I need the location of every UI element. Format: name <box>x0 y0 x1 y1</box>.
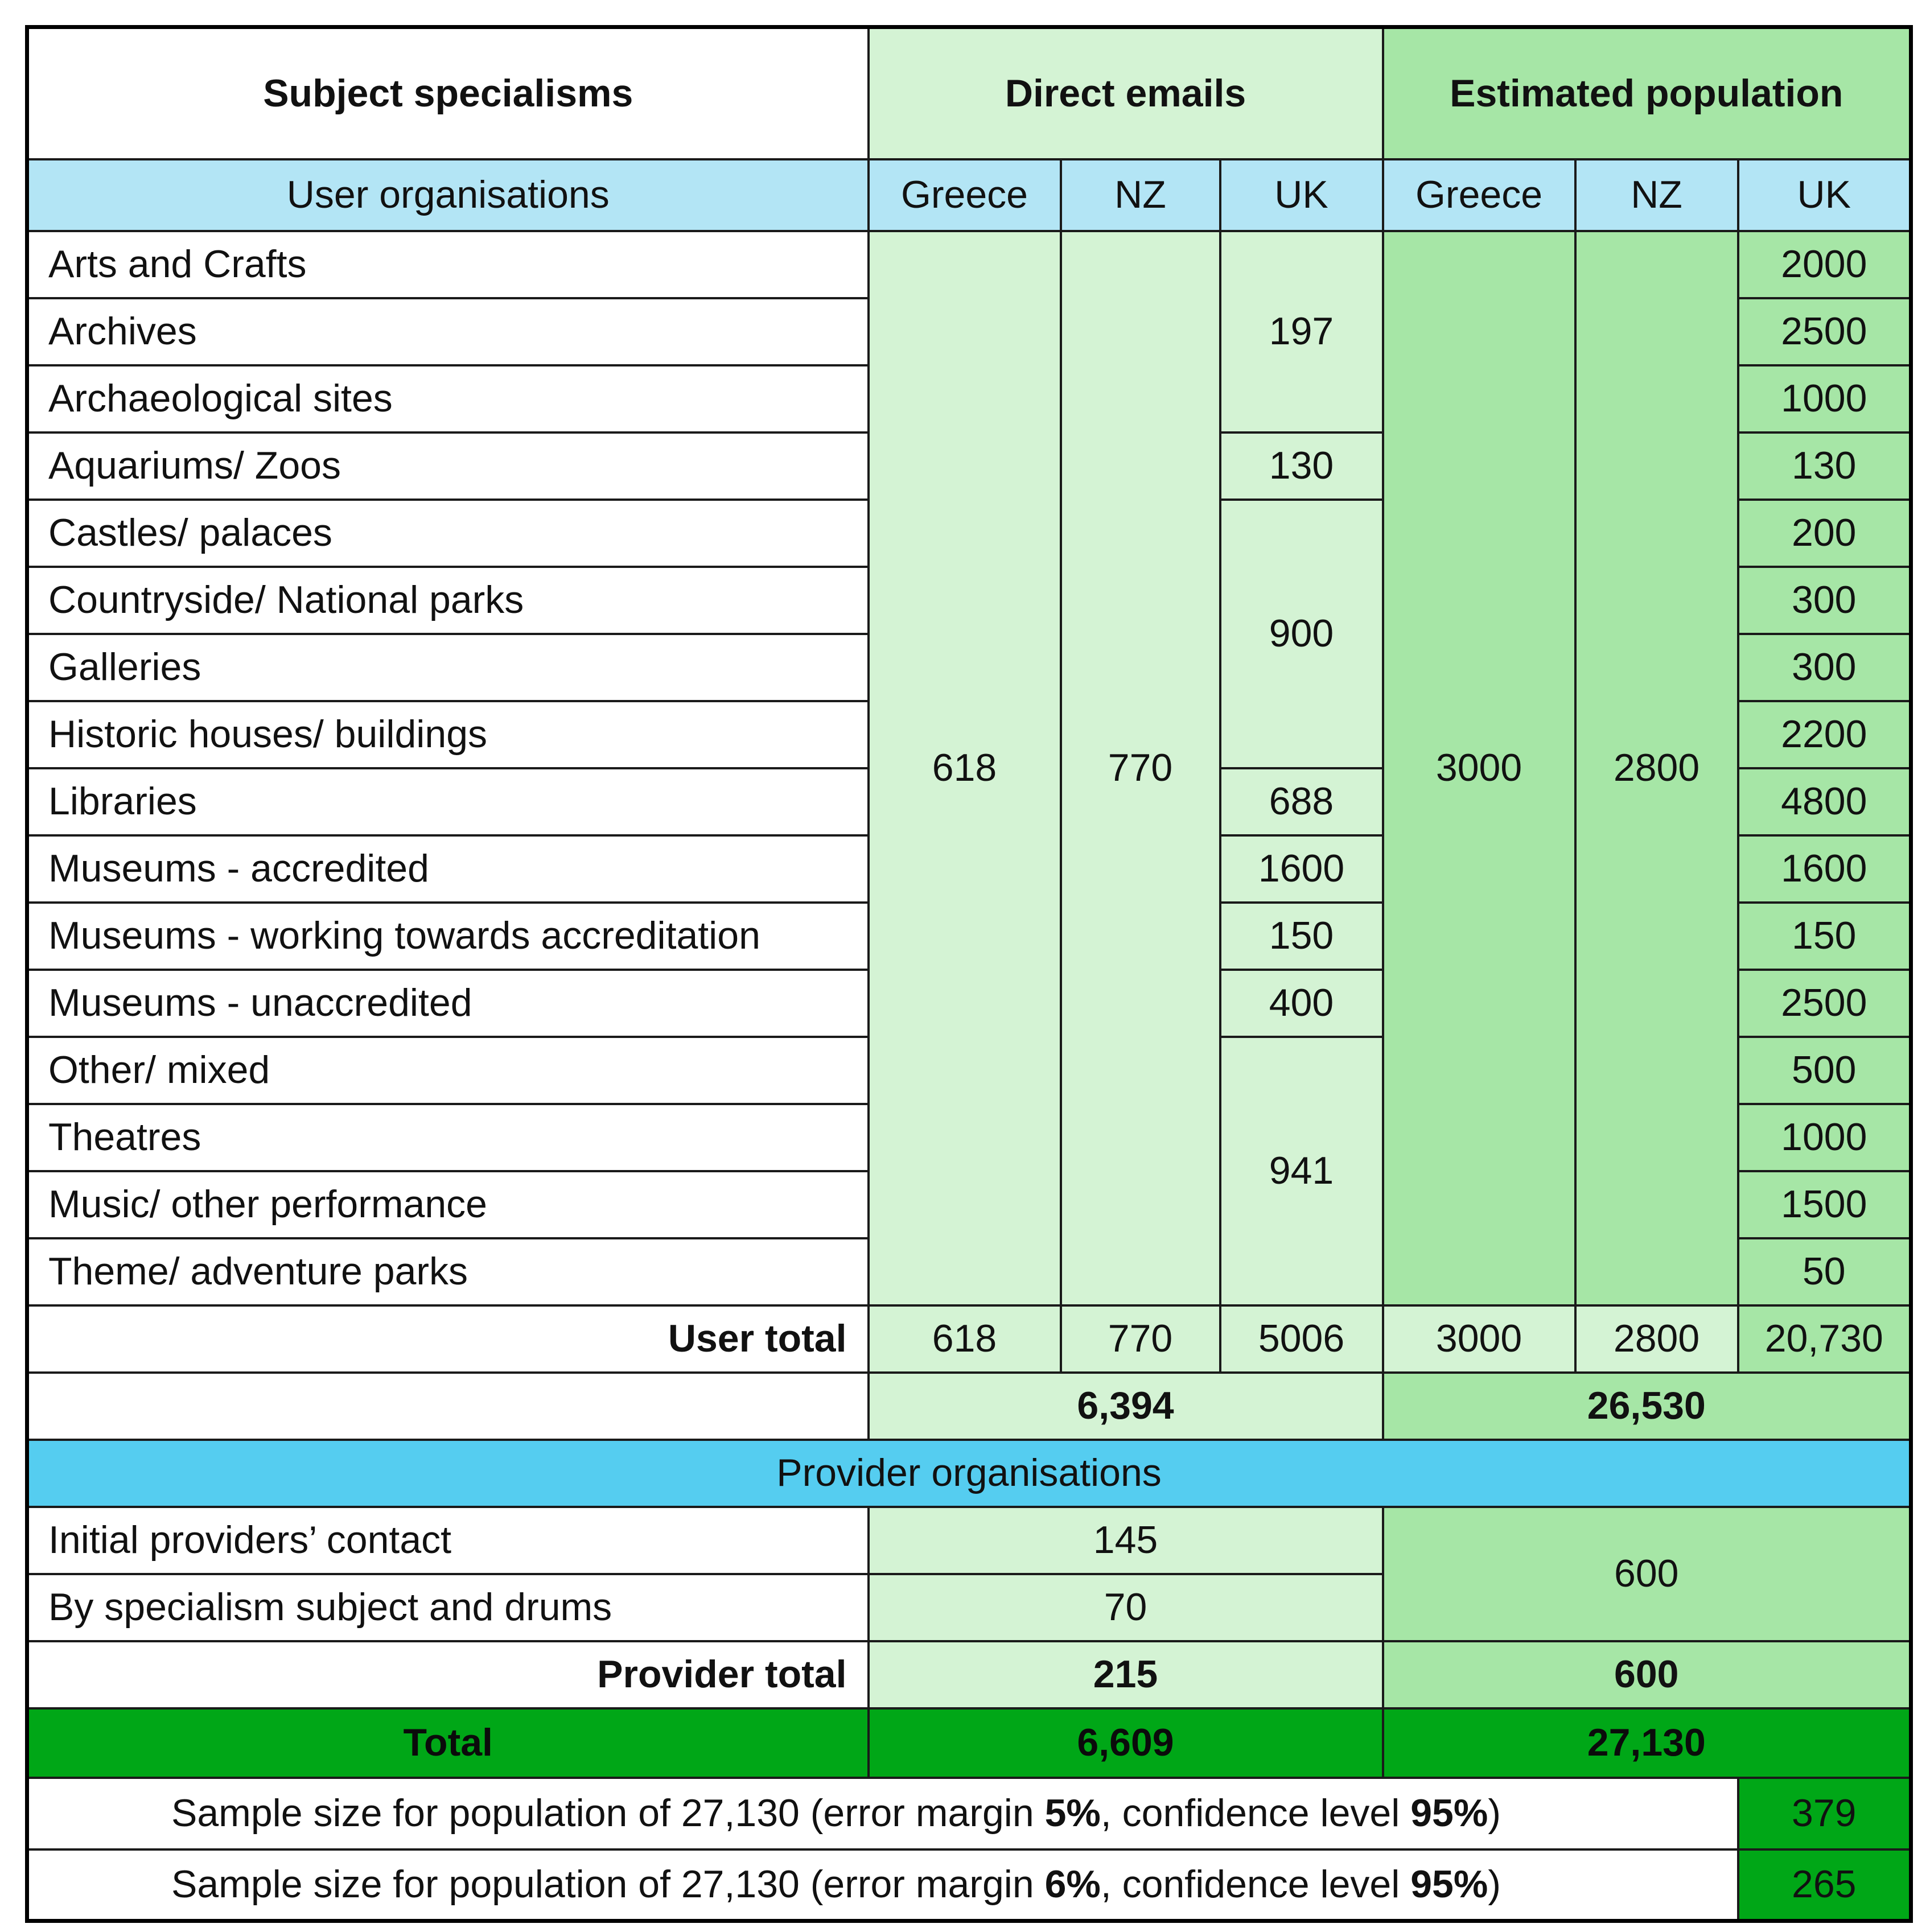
sample-size-text: Sample size for population of 27,130 (error margin <box>171 1863 1045 1906</box>
user-total-nz-direct: 770 <box>1061 1305 1220 1373</box>
provider-total-pop: 600 <box>1383 1641 1911 1708</box>
sample-size-text: ) <box>1488 1791 1501 1835</box>
uk-pop-cell: 1000 <box>1738 365 1911 432</box>
row-label: Galleries <box>27 634 869 701</box>
uk-pop-cell: 2500 <box>1738 970 1911 1037</box>
uk-direct-group: 900 <box>1220 500 1383 768</box>
user-sum-direct: 6,394 <box>869 1373 1383 1440</box>
row-label: Libraries <box>27 768 869 835</box>
grand-total-label: Total <box>27 1708 869 1778</box>
sample-size-text: ) <box>1488 1863 1501 1906</box>
subheader-greece-pop: Greece <box>1383 159 1575 231</box>
nz-direct-merged: 770 <box>1061 231 1220 1305</box>
uk-pop-cell: 1600 <box>1738 835 1911 903</box>
subheader-row <box>27 159 1911 231</box>
provider-row-direct: 70 <box>869 1574 1383 1641</box>
provider-pop-merged: 600 <box>1383 1507 1911 1641</box>
uk-pop-cell: 200 <box>1738 500 1911 567</box>
uk-direct-group: 1600 <box>1220 835 1383 903</box>
sample-size-note <box>27 1778 1738 1849</box>
header-estimated-population: Estimated population <box>1383 27 1911 159</box>
uk-direct-group: 688 <box>1220 768 1383 835</box>
row-label: Arts and Crafts <box>27 231 869 298</box>
row-label: Historic houses/ buildings <box>27 701 869 768</box>
uk-pop-cell: 2000 <box>1738 231 1911 298</box>
uk-pop-cell: 1500 <box>1738 1171 1911 1238</box>
row-label: Countryside/ National parks <box>27 567 869 634</box>
greece-direct-merged: 618 <box>869 231 1061 1305</box>
sample-size-text: Sample size for population of 27,130 (error margin <box>171 1791 1045 1835</box>
provider-row-label: By specialism subject and drums <box>27 1574 869 1641</box>
sample-size-value: 379 <box>1738 1778 1911 1849</box>
row-label: Castles/ palaces <box>27 500 869 567</box>
row-label: Theatres <box>27 1104 869 1171</box>
uk-direct-group: 197 <box>1220 231 1383 432</box>
uk-direct-group: 130 <box>1220 432 1383 500</box>
uk-direct-group: 941 <box>1220 1037 1383 1305</box>
grand-total-pop: 27,130 <box>1383 1708 1911 1778</box>
uk-pop-cell: 2500 <box>1738 298 1911 365</box>
sample-size-text: , confidence level <box>1100 1863 1411 1906</box>
user-total-row <box>27 1305 1911 1373</box>
row-label: Museums - unaccredited <box>27 970 869 1037</box>
user-sum-row <box>27 1373 1911 1440</box>
row-label: Archives <box>27 298 869 365</box>
uk-direct-group: 150 <box>1220 903 1383 970</box>
subheader-uk-pop: UK <box>1738 159 1911 231</box>
provider-section-row <box>27 1440 1911 1507</box>
table-row <box>27 231 1911 298</box>
sample-size-note <box>27 1849 1738 1921</box>
header-direct-emails: Direct emails <box>869 27 1383 159</box>
row-label: Other/ mixed <box>27 1037 869 1104</box>
row-label: Museums - working towards accreditation <box>27 903 869 970</box>
user-total-greece-direct: 618 <box>869 1305 1061 1373</box>
user-sum-pop: 26,530 <box>1383 1373 1911 1440</box>
subheader-nz-direct: NZ <box>1061 159 1220 231</box>
uk-pop-cell: 300 <box>1738 634 1911 701</box>
uk-pop-cell: 4800 <box>1738 768 1911 835</box>
header-row <box>27 27 1911 159</box>
user-sum-blank <box>27 1373 869 1440</box>
row-label: Aquariums/ Zoos <box>27 432 869 500</box>
user-total-greece-pop: 3000 <box>1383 1305 1575 1373</box>
uk-pop-cell: 1000 <box>1738 1104 1911 1171</box>
survey-population-table <box>25 25 1913 1923</box>
sample-size-row <box>27 1778 1911 1849</box>
provider-total-label: Provider total <box>27 1641 869 1708</box>
sample-size-text: , confidence level <box>1100 1791 1411 1835</box>
table-container <box>25 25 1913 1923</box>
subheader-nz-pop: NZ <box>1575 159 1738 231</box>
grand-total-row <box>27 1708 1911 1778</box>
uk-pop-cell: 50 <box>1738 1238 1911 1305</box>
greece-pop-merged: 3000 <box>1383 231 1575 1305</box>
subheader-greece-direct: Greece <box>869 159 1061 231</box>
row-label: Music/ other performance <box>27 1171 869 1238</box>
provider-section-label: Provider organisations <box>27 1440 1911 1507</box>
provider-row-label: Initial providers’ contact <box>27 1507 869 1574</box>
sample-size-margin: 6% <box>1044 1863 1101 1906</box>
provider-row-direct: 145 <box>869 1507 1383 1574</box>
uk-pop-cell: 500 <box>1738 1037 1911 1104</box>
sample-size-row <box>27 1849 1911 1921</box>
grand-total-direct: 6,609 <box>869 1708 1383 1778</box>
uk-pop-cell: 150 <box>1738 903 1911 970</box>
sample-size-confidence: 95% <box>1410 1863 1488 1906</box>
sample-size-margin: 5% <box>1044 1791 1101 1835</box>
row-label: Theme/ adventure parks <box>27 1238 869 1305</box>
user-total-nz-pop: 2800 <box>1575 1305 1738 1373</box>
row-label: Museums - accredited <box>27 835 869 903</box>
uk-pop-cell: 300 <box>1738 567 1911 634</box>
nz-pop-merged: 2800 <box>1575 231 1738 1305</box>
row-label: Archaeological sites <box>27 365 869 432</box>
provider-total-row <box>27 1641 1911 1708</box>
sample-size-value: 265 <box>1738 1849 1911 1921</box>
sample-size-confidence: 95% <box>1410 1791 1488 1835</box>
user-total-uk-direct: 5006 <box>1220 1305 1383 1373</box>
user-total-uk-pop: 20,730 <box>1738 1305 1911 1373</box>
subheader-user-organisations: User organisations <box>27 159 869 231</box>
user-total-label: User total <box>27 1305 869 1373</box>
header-subject-specialisms: Subject specialisms <box>27 27 869 159</box>
provider-total-direct: 215 <box>869 1641 1383 1708</box>
uk-pop-cell: 2200 <box>1738 701 1911 768</box>
subheader-uk-direct: UK <box>1220 159 1383 231</box>
provider-row <box>27 1507 1911 1574</box>
uk-pop-cell: 130 <box>1738 432 1911 500</box>
uk-direct-group: 400 <box>1220 970 1383 1037</box>
